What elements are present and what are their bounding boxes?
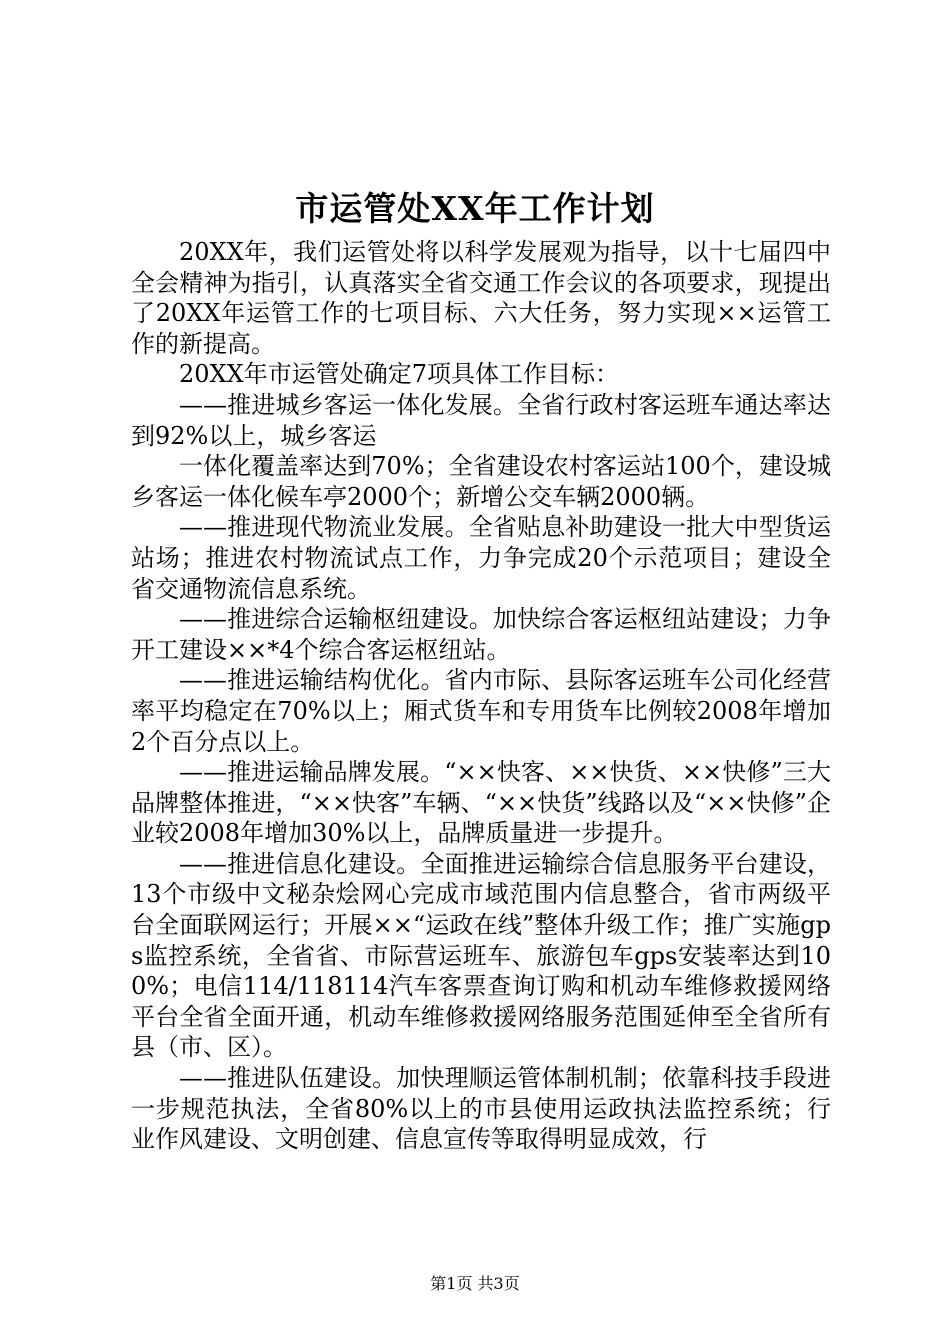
paragraph: 20XX年，我们运管处将以科学发展观为指导，以十七届四中全会精神为指引，认真落实全省交通工作会议的各项要求，现提出了20XX年运管工作的七项目标、六大任务，努力实现××运管工作的新提高。	[131, 238, 831, 358]
paragraph: ——推进城乡客运一体化发展。全省行政村客运班车通达率达到92%以上，城乡客运	[131, 390, 831, 450]
paragraph: 20XX年市运管处确定7项具体工作目标：	[179, 360, 619, 389]
paragraph: 一体化覆盖率达到70%；全省建设农村客运站100个，建设城乡客运一体化候车亭2000个；新增公交车辆2000辆。	[131, 452, 831, 511]
paragraph: ——推进运输品牌发展。“××快客、××快货、××快修”三大品牌整体推进，“××快客”车辆、“××快货”线路以及“××快修”企业较2008年增加30%以上，品牌质量进一步提升。	[131, 758, 831, 848]
page-footer: 第1页 共3页	[430, 1274, 520, 1293]
paragraph: ——推进综合运输枢纽建设。加快综合客运枢纽站建设；力争开工建设××*4个综合客运枢纽站。	[131, 605, 831, 664]
document-body	[131, 237, 831, 1155]
paragraph: ——推进现代物流业发展。全省贴息补助建设一批大中型货运站场；推进农村物流试点工作，力争完成20个示范项目；建设全省交通物流信息系统。	[131, 513, 831, 603]
paragraph: ——推进运输结构优化。省内市际、县际客运班车公司化经营率平均稳定在70%以上；厢式货车和专用货车比例较2008年增加2个百分点以上。	[131, 666, 831, 756]
paragraph: ——推进信息化建设。全面推进运输综合信息服务平台建设，13个市级中文秘杂烩网心完成市域范围内信息整合，省市两级平台全面联网运行；开展××“运政在线”整体升级工作；推广实施gps监控系统，全省省、市际营运班车、旅游包车gps安装率达到100%；电信114/118114汽车客票查询订购和机动车维修救援网络平台全省全面开通，机动车维修救援网络服务范围延伸至全省所有县（市、区）。	[131, 849, 831, 1062]
paragraph: ——推进队伍建设。加快理顺运管体制机制；依靠科技手段进一步规范执法，全省80%以上的市县使用运政执法监控系统；行业作风建设、文明创建、信息宣传等取得明显成效，行	[131, 1064, 831, 1154]
document-title: 市运管处XX年工作计划	[295, 189, 655, 228]
